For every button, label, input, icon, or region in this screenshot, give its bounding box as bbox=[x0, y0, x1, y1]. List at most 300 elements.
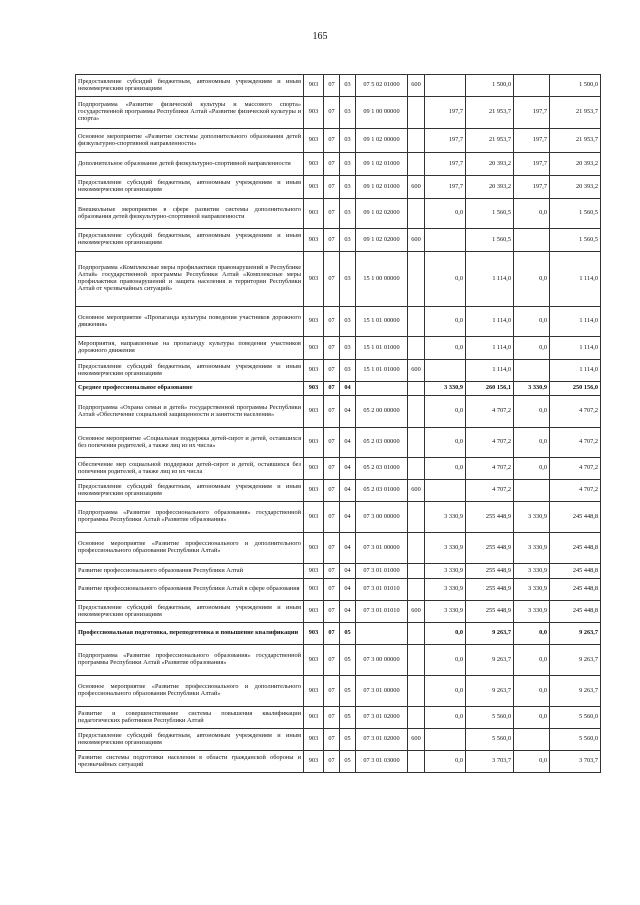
ministry-code: 903 bbox=[304, 623, 324, 645]
federal-amount-2: 197,7 bbox=[514, 153, 550, 176]
total-amount-2: 1 560,5 bbox=[550, 199, 601, 229]
item-name: Основное мероприятие «Развитие системы дополнительного образования детей физкультурно-спортивной направленности» bbox=[76, 129, 304, 153]
federal-amount-2: 3 330,9 bbox=[514, 382, 550, 396]
item-name: Основное мероприятие «Развитие профессионального и дополнительного профессионального образования Республики Алтай» bbox=[76, 676, 304, 707]
ministry-code: 903 bbox=[304, 428, 324, 458]
total-amount-1: 20 393,2 bbox=[466, 176, 514, 199]
federal-amount-1: 3 330,9 bbox=[425, 502, 466, 533]
total-amount-1: 255 448,9 bbox=[466, 579, 514, 601]
federal-amount-1: 0,0 bbox=[425, 252, 466, 307]
table-row bbox=[76, 579, 601, 601]
table-row bbox=[76, 729, 601, 751]
federal-amount-1 bbox=[425, 75, 466, 97]
target-article-code: 05 2 03 01000 bbox=[356, 458, 408, 480]
expense-type-code bbox=[408, 129, 425, 153]
table-row bbox=[76, 252, 601, 307]
section-code: 07 bbox=[324, 129, 340, 153]
section-code: 07 bbox=[324, 252, 340, 307]
table-row bbox=[76, 645, 601, 676]
table-row bbox=[76, 601, 601, 623]
federal-amount-2: 3 330,9 bbox=[514, 579, 550, 601]
table-row bbox=[76, 153, 601, 176]
table-row bbox=[76, 751, 601, 773]
total-amount-1: 1 114,0 bbox=[466, 252, 514, 307]
target-article-code bbox=[356, 382, 408, 396]
federal-amount-2: 3 330,9 bbox=[514, 601, 550, 623]
item-name: Основное мероприятие «Развитие профессионального и дополнительного профессионального образования Республики Алтай» bbox=[76, 533, 304, 564]
section-code: 07 bbox=[324, 382, 340, 396]
subsection-code: 04 bbox=[340, 533, 356, 564]
item-name: Дополнительное образование детей физкультурно-спортивной направленности bbox=[76, 153, 304, 176]
total-amount-2: 21 953,7 bbox=[550, 97, 601, 129]
federal-amount-2: 197,7 bbox=[514, 97, 550, 129]
total-amount-2: 1 114,0 bbox=[550, 252, 601, 307]
total-amount-1: 1 114,0 bbox=[466, 360, 514, 382]
section-code: 07 bbox=[324, 751, 340, 773]
subsection-code: 05 bbox=[340, 707, 356, 729]
item-name: Развитие профессионального образования Республики Алтай в сфере образования bbox=[76, 579, 304, 601]
total-amount-2: 4 707,2 bbox=[550, 480, 601, 502]
ministry-code: 903 bbox=[304, 229, 324, 252]
total-amount-2: 5 560,0 bbox=[550, 707, 601, 729]
item-name: Подпрограмма «Развитие профессионального образования» государственной программы Республики Алтай «Развитие образования» bbox=[76, 502, 304, 533]
item-name: Развитие и совершенствование системы повышения квалификации педагогических работников Республики Алтай bbox=[76, 707, 304, 729]
target-article-code: 07 3 01 00000 bbox=[356, 533, 408, 564]
federal-amount-1: 0,0 bbox=[425, 623, 466, 645]
total-amount-2: 1 114,0 bbox=[550, 337, 601, 360]
ministry-code: 903 bbox=[304, 360, 324, 382]
subsection-code: 04 bbox=[340, 579, 356, 601]
federal-amount-1: 197,7 bbox=[425, 176, 466, 199]
expense-type-code bbox=[408, 199, 425, 229]
target-article-code: 07 5 02 01000 bbox=[356, 75, 408, 97]
section-code: 07 bbox=[324, 458, 340, 480]
federal-amount-1: 0,0 bbox=[425, 199, 466, 229]
federal-amount-2: 0,0 bbox=[514, 676, 550, 707]
subsection-code: 03 bbox=[340, 75, 356, 97]
total-amount-2: 21 953,7 bbox=[550, 129, 601, 153]
item-name: Профессиональная подготовка, переподготовка и повышение квалификации bbox=[76, 623, 304, 645]
item-name: Основное мероприятие «Пропаганда культуры поведения участников дорожного движения» bbox=[76, 307, 304, 337]
federal-amount-1 bbox=[425, 360, 466, 382]
table-row bbox=[76, 676, 601, 707]
total-amount-1: 9 263,7 bbox=[466, 676, 514, 707]
federal-amount-1 bbox=[425, 229, 466, 252]
ministry-code: 903 bbox=[304, 75, 324, 97]
total-amount-2: 9 263,7 bbox=[550, 676, 601, 707]
table-row bbox=[76, 502, 601, 533]
subsection-code: 03 bbox=[340, 97, 356, 129]
expense-type-code bbox=[408, 428, 425, 458]
subsection-code: 04 bbox=[340, 396, 356, 428]
item-name: Обеспечение мер социальной поддержки детей-сирот и детей, оставшихся без попечения родителей, а также лиц из их числа bbox=[76, 458, 304, 480]
subsection-code: 05 bbox=[340, 729, 356, 751]
federal-amount-2: 3 330,9 bbox=[514, 564, 550, 579]
section-code: 07 bbox=[324, 623, 340, 645]
ministry-code: 903 bbox=[304, 97, 324, 129]
budget-table bbox=[75, 74, 601, 773]
total-amount-1: 4 707,2 bbox=[466, 458, 514, 480]
federal-amount-2: 3 330,9 bbox=[514, 502, 550, 533]
total-amount-1: 260 156,1 bbox=[466, 382, 514, 396]
table-row bbox=[76, 129, 601, 153]
total-amount-2: 245 448,8 bbox=[550, 601, 601, 623]
total-amount-1: 20 393,2 bbox=[466, 153, 514, 176]
expense-type-code: 600 bbox=[408, 360, 425, 382]
table-row bbox=[76, 75, 601, 97]
expense-type-code bbox=[408, 645, 425, 676]
subsection-code: 03 bbox=[340, 307, 356, 337]
table-row bbox=[76, 337, 601, 360]
federal-amount-1: 197,7 bbox=[425, 153, 466, 176]
target-article-code: 15 1 00 00000 bbox=[356, 252, 408, 307]
expense-type-code bbox=[408, 97, 425, 129]
total-amount-1: 21 953,7 bbox=[466, 97, 514, 129]
section-code: 07 bbox=[324, 428, 340, 458]
federal-amount-1: 0,0 bbox=[425, 337, 466, 360]
ministry-code: 903 bbox=[304, 707, 324, 729]
federal-amount-2: 0,0 bbox=[514, 707, 550, 729]
total-amount-2: 9 263,7 bbox=[550, 623, 601, 645]
total-amount-2: 250 156,0 bbox=[550, 382, 601, 396]
total-amount-1: 1 114,0 bbox=[466, 337, 514, 360]
target-article-code: 07 3 01 03000 bbox=[356, 751, 408, 773]
total-amount-1: 1 560,5 bbox=[466, 199, 514, 229]
federal-amount-1: 0,0 bbox=[425, 676, 466, 707]
expense-type-code bbox=[408, 153, 425, 176]
expense-type-code bbox=[408, 337, 425, 360]
total-amount-2: 4 707,2 bbox=[550, 428, 601, 458]
item-name: Предоставление субсидий бюджетным, автономным учреждениям и иным некоммерческим организациям bbox=[76, 480, 304, 502]
table-row bbox=[76, 707, 601, 729]
subsection-code: 04 bbox=[340, 480, 356, 502]
expense-type-code bbox=[408, 502, 425, 533]
federal-amount-1: 3 330,9 bbox=[425, 533, 466, 564]
subsection-code: 04 bbox=[340, 601, 356, 623]
total-amount-1: 4 707,2 bbox=[466, 428, 514, 458]
ministry-code: 903 bbox=[304, 601, 324, 623]
federal-amount-1: 0,0 bbox=[425, 645, 466, 676]
federal-amount-1: 0,0 bbox=[425, 751, 466, 773]
expense-type-code bbox=[408, 396, 425, 428]
section-code: 07 bbox=[324, 645, 340, 676]
table-row bbox=[76, 396, 601, 428]
expense-type-code bbox=[408, 307, 425, 337]
subsection-code: 05 bbox=[340, 676, 356, 707]
federal-amount-2 bbox=[514, 480, 550, 502]
subsection-code: 04 bbox=[340, 458, 356, 480]
total-amount-1: 255 448,9 bbox=[466, 502, 514, 533]
target-article-code: 07 3 01 01010 bbox=[356, 579, 408, 601]
ministry-code: 903 bbox=[304, 564, 324, 579]
federal-amount-2: 0,0 bbox=[514, 458, 550, 480]
expense-type-code: 600 bbox=[408, 729, 425, 751]
subsection-code: 03 bbox=[340, 252, 356, 307]
item-name: Предоставление субсидий бюджетным, автономным учреждениям и иным некоммерческим организациям bbox=[76, 229, 304, 252]
ministry-code: 903 bbox=[304, 645, 324, 676]
expense-type-code bbox=[408, 564, 425, 579]
ministry-code: 903 bbox=[304, 729, 324, 751]
federal-amount-1: 3 330,9 bbox=[425, 382, 466, 396]
total-amount-2: 245 448,8 bbox=[550, 579, 601, 601]
ministry-code: 903 bbox=[304, 129, 324, 153]
subsection-code: 04 bbox=[340, 564, 356, 579]
item-name: Основное мероприятие «Социальная поддержка детей-сирот и детей, оставшихся без попечения родителей, а также лиц из их числа» bbox=[76, 428, 304, 458]
subsection-code: 04 bbox=[340, 382, 356, 396]
ministry-code: 903 bbox=[304, 676, 324, 707]
section-code: 07 bbox=[324, 533, 340, 564]
target-article-code: 15 1 01 01000 bbox=[356, 360, 408, 382]
total-amount-1: 9 263,7 bbox=[466, 623, 514, 645]
federal-amount-1: 0,0 bbox=[425, 307, 466, 337]
ministry-code: 903 bbox=[304, 396, 324, 428]
section-code: 07 bbox=[324, 153, 340, 176]
ministry-code: 903 bbox=[304, 382, 324, 396]
subsection-code: 03 bbox=[340, 153, 356, 176]
federal-amount-2: 3 330,9 bbox=[514, 533, 550, 564]
total-amount-2: 1 114,0 bbox=[550, 307, 601, 337]
expense-type-code: 600 bbox=[408, 75, 425, 97]
target-article-code: 07 3 01 02000 bbox=[356, 707, 408, 729]
federal-amount-2: 0,0 bbox=[514, 645, 550, 676]
expense-type-code bbox=[408, 252, 425, 307]
ministry-code: 903 bbox=[304, 751, 324, 773]
section-code: 07 bbox=[324, 707, 340, 729]
federal-amount-2: 0,0 bbox=[514, 199, 550, 229]
section-code: 07 bbox=[324, 337, 340, 360]
expense-type-code bbox=[408, 579, 425, 601]
total-amount-1: 5 560,0 bbox=[466, 707, 514, 729]
ministry-code: 903 bbox=[304, 579, 324, 601]
federal-amount-1 bbox=[425, 729, 466, 751]
ministry-code: 903 bbox=[304, 458, 324, 480]
table-row bbox=[76, 199, 601, 229]
total-amount-1: 9 263,7 bbox=[466, 645, 514, 676]
section-code: 07 bbox=[324, 360, 340, 382]
expense-type-code bbox=[408, 382, 425, 396]
item-name: Предоставление субсидий бюджетным, автономным учреждениям и иным некоммерческим организациям bbox=[76, 601, 304, 623]
federal-amount-1: 197,7 bbox=[425, 97, 466, 129]
item-name: Предоставление субсидий бюджетным, автономным учреждениям и иным некоммерческим организациям bbox=[76, 75, 304, 97]
total-amount-2: 1 114,0 bbox=[550, 360, 601, 382]
section-code: 07 bbox=[324, 229, 340, 252]
table-row bbox=[76, 97, 601, 129]
target-article-code bbox=[356, 623, 408, 645]
total-amount-1: 1 560,5 bbox=[466, 229, 514, 252]
expense-type-code: 600 bbox=[408, 601, 425, 623]
ministry-code: 903 bbox=[304, 176, 324, 199]
item-name: Среднее профессиональное образование bbox=[76, 382, 304, 396]
ministry-code: 903 bbox=[304, 252, 324, 307]
expense-type-code: 600 bbox=[408, 176, 425, 199]
section-code: 07 bbox=[324, 502, 340, 533]
federal-amount-2: 197,7 bbox=[514, 176, 550, 199]
federal-amount-2: 197,7 bbox=[514, 129, 550, 153]
section-code: 07 bbox=[324, 396, 340, 428]
federal-amount-1: 3 330,9 bbox=[425, 579, 466, 601]
total-amount-2: 245 448,8 bbox=[550, 502, 601, 533]
total-amount-1: 4 707,2 bbox=[466, 396, 514, 428]
total-amount-1: 255 448,9 bbox=[466, 533, 514, 564]
table-row bbox=[76, 360, 601, 382]
expense-type-code bbox=[408, 533, 425, 564]
ministry-code: 903 bbox=[304, 307, 324, 337]
item-name: Развитие профессионального образования Республики Алтай bbox=[76, 564, 304, 579]
expense-type-code: 600 bbox=[408, 229, 425, 252]
expense-type-code bbox=[408, 707, 425, 729]
target-article-code: 09 1 02 01000 bbox=[356, 176, 408, 199]
subsection-code: 05 bbox=[340, 751, 356, 773]
table-row bbox=[76, 176, 601, 199]
item-name: Подпрограмма «Развитие физической культуры и массового спорта» государственной программы Республики Алтай «Развитие физической культуры и спорта» bbox=[76, 97, 304, 129]
subsection-code: 03 bbox=[340, 176, 356, 199]
item-name: Предоставление субсидий бюджетным, автономным учреждениям и иным некоммерческим организациям bbox=[76, 176, 304, 199]
section-code: 07 bbox=[324, 480, 340, 502]
target-article-code: 07 3 00 00000 bbox=[356, 502, 408, 533]
ministry-code: 903 bbox=[304, 502, 324, 533]
total-amount-2: 9 263,7 bbox=[550, 645, 601, 676]
subsection-code: 04 bbox=[340, 502, 356, 533]
section-code: 07 bbox=[324, 75, 340, 97]
subsection-code: 05 bbox=[340, 623, 356, 645]
target-article-code: 09 1 00 00000 bbox=[356, 97, 408, 129]
federal-amount-1: 197,7 bbox=[425, 129, 466, 153]
section-code: 07 bbox=[324, 307, 340, 337]
federal-amount-1 bbox=[425, 480, 466, 502]
section-code: 07 bbox=[324, 601, 340, 623]
table-row bbox=[76, 533, 601, 564]
ministry-code: 903 bbox=[304, 533, 324, 564]
table-row bbox=[76, 623, 601, 645]
page-number: 165 bbox=[312, 31, 328, 42]
target-article-code: 09 1 02 02000 bbox=[356, 199, 408, 229]
target-article-code: 09 1 02 00000 bbox=[356, 129, 408, 153]
expense-type-code bbox=[408, 676, 425, 707]
total-amount-2: 245 448,8 bbox=[550, 564, 601, 579]
table-body bbox=[76, 75, 601, 773]
ministry-code: 903 bbox=[304, 480, 324, 502]
ministry-code: 903 bbox=[304, 153, 324, 176]
item-name: Подпрограмма «Развитие профессионального образования» государственной программы Республики Алтай «Развитие образования» bbox=[76, 645, 304, 676]
federal-amount-2: 0,0 bbox=[514, 337, 550, 360]
total-amount-2: 1 560,5 bbox=[550, 229, 601, 252]
total-amount-1: 5 560,0 bbox=[466, 729, 514, 751]
target-article-code: 09 1 02 01000 bbox=[356, 153, 408, 176]
subsection-code: 03 bbox=[340, 199, 356, 229]
total-amount-2: 245 448,8 bbox=[550, 533, 601, 564]
federal-amount-2 bbox=[514, 360, 550, 382]
federal-amount-2: 0,0 bbox=[514, 396, 550, 428]
total-amount-1: 1 114,0 bbox=[466, 307, 514, 337]
federal-amount-2: 0,0 bbox=[514, 751, 550, 773]
total-amount-1: 21 953,7 bbox=[466, 129, 514, 153]
total-amount-1: 255 448,9 bbox=[466, 564, 514, 579]
target-article-code: 07 3 01 00000 bbox=[356, 676, 408, 707]
table-row bbox=[76, 480, 601, 502]
ministry-code: 903 bbox=[304, 199, 324, 229]
target-article-code: 09 1 02 02000 bbox=[356, 229, 408, 252]
total-amount-2: 3 703,7 bbox=[550, 751, 601, 773]
federal-amount-2: 0,0 bbox=[514, 623, 550, 645]
target-article-code: 07 3 00 00000 bbox=[356, 645, 408, 676]
target-article-code: 07 3 01 01000 bbox=[356, 564, 408, 579]
total-amount-2: 4 707,2 bbox=[550, 396, 601, 428]
federal-amount-1: 3 330,9 bbox=[425, 601, 466, 623]
table-row bbox=[76, 307, 601, 337]
total-amount-2: 4 707,2 bbox=[550, 458, 601, 480]
table-row bbox=[76, 229, 601, 252]
ministry-code: 903 bbox=[304, 337, 324, 360]
target-article-code: 05 2 03 01000 bbox=[356, 480, 408, 502]
item-name: Мероприятия, направленные на пропаганду культуры поведения участников дорожного движения bbox=[76, 337, 304, 360]
section-code: 07 bbox=[324, 199, 340, 229]
item-name: Предоставление субсидий бюджетным, автономным учреждениям и иным некоммерческим организациям bbox=[76, 729, 304, 751]
item-name: Развитие системы подготовки населения в области гражданской обороны и чрезвычайных ситуаций bbox=[76, 751, 304, 773]
section-code: 07 bbox=[324, 97, 340, 129]
federal-amount-2 bbox=[514, 229, 550, 252]
table-row bbox=[76, 382, 601, 396]
target-article-code: 07 3 01 01010 bbox=[356, 601, 408, 623]
target-article-code: 15 1 01 00000 bbox=[356, 307, 408, 337]
total-amount-2: 20 393,2 bbox=[550, 153, 601, 176]
subsection-code: 03 bbox=[340, 129, 356, 153]
item-name: Внешкольные мероприятия в сфере развития системы дополнительного образования детей физкультурно-спортивной направленности bbox=[76, 199, 304, 229]
total-amount-2: 1 500,0 bbox=[550, 75, 601, 97]
federal-amount-2 bbox=[514, 729, 550, 751]
federal-amount-1: 0,0 bbox=[425, 458, 466, 480]
section-code: 07 bbox=[324, 564, 340, 579]
subsection-code: 03 bbox=[340, 229, 356, 252]
federal-amount-1: 0,0 bbox=[425, 396, 466, 428]
expense-type-code bbox=[408, 751, 425, 773]
federal-amount-2: 0,0 bbox=[514, 428, 550, 458]
target-article-code: 05 2 03 00000 bbox=[356, 428, 408, 458]
total-amount-1: 1 500,0 bbox=[466, 75, 514, 97]
subsection-code: 04 bbox=[340, 428, 356, 458]
table-row bbox=[76, 428, 601, 458]
subsection-code: 03 bbox=[340, 360, 356, 382]
total-amount-1: 3 703,7 bbox=[466, 751, 514, 773]
total-amount-2: 20 393,2 bbox=[550, 176, 601, 199]
section-code: 07 bbox=[324, 579, 340, 601]
expense-type-code: 600 bbox=[408, 480, 425, 502]
item-name: Предоставление субсидий бюджетным, автономным учреждениям и иным некоммерческим организациям bbox=[76, 360, 304, 382]
target-article-code: 15 1 01 01000 bbox=[356, 337, 408, 360]
expense-type-code bbox=[408, 623, 425, 645]
federal-amount-2: 0,0 bbox=[514, 252, 550, 307]
expense-type-code bbox=[408, 458, 425, 480]
subsection-code: 05 bbox=[340, 645, 356, 676]
table-row bbox=[76, 564, 601, 579]
total-amount-2: 5 560,0 bbox=[550, 729, 601, 751]
target-article-code: 07 3 01 02000 bbox=[356, 729, 408, 751]
item-name: Подпрограмма «Охрана семьи и детей» государственной программы Республики Алтай «Обеспечение социальной защищенности и занятости населения» bbox=[76, 396, 304, 428]
section-code: 07 bbox=[324, 176, 340, 199]
total-amount-1: 255 448,9 bbox=[466, 601, 514, 623]
table-row bbox=[76, 458, 601, 480]
target-article-code: 05 2 00 00000 bbox=[356, 396, 408, 428]
total-amount-1: 4 707,2 bbox=[466, 480, 514, 502]
section-code: 07 bbox=[324, 676, 340, 707]
federal-amount-2: 0,0 bbox=[514, 307, 550, 337]
federal-amount-2 bbox=[514, 75, 550, 97]
subsection-code: 03 bbox=[340, 337, 356, 360]
federal-amount-1: 3 330,9 bbox=[425, 564, 466, 579]
federal-amount-1: 0,0 bbox=[425, 428, 466, 458]
federal-amount-1: 0,0 bbox=[425, 707, 466, 729]
section-code: 07 bbox=[324, 729, 340, 751]
item-name: Подпрограмма «Комплексные меры профилактики правонарушений в Республике Алтай» государственной программы Республики Алтай «Комплексные меры профилактики правонарушений и защита населения и территории Республики Алтай от чрезвычайных ситуаций» bbox=[76, 252, 304, 307]
